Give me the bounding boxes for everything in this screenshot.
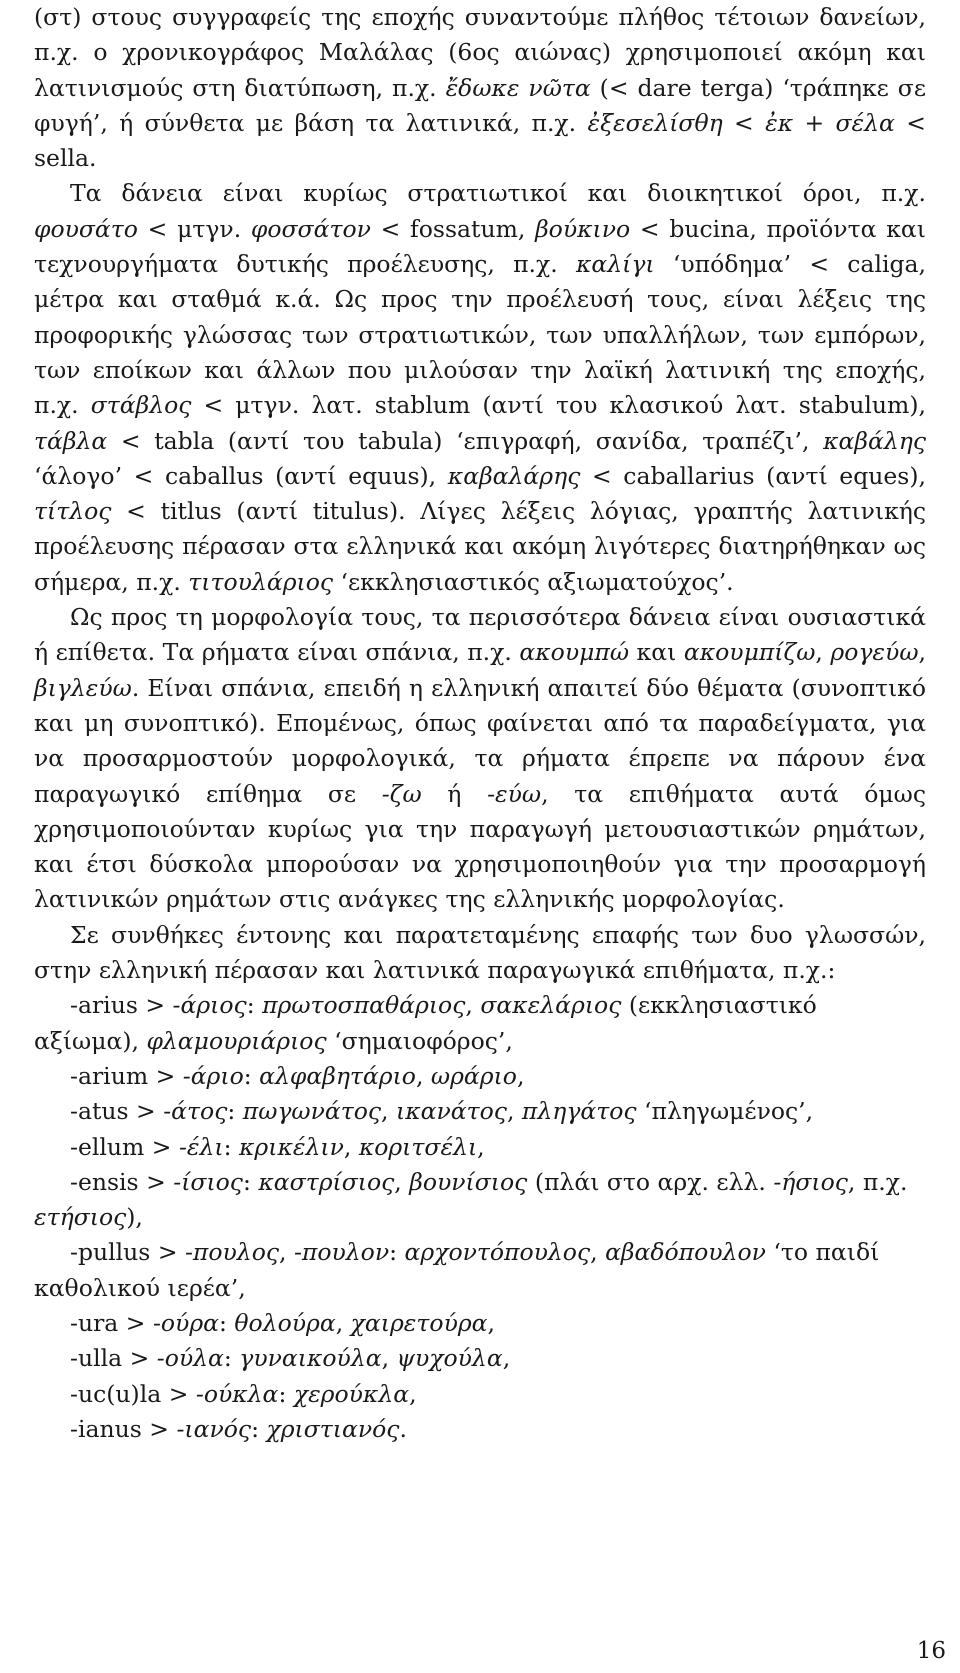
suffix-list-item xyxy=(34,988,926,1059)
italic-term: σέλα xyxy=(835,108,895,137)
suffix-list-item xyxy=(34,1165,926,1236)
italic-term: -ίσιος xyxy=(173,1167,243,1196)
text-run: ‘πληγωμένος’, xyxy=(636,1097,814,1126)
italic-term: πληγάτος xyxy=(521,1097,637,1126)
italic-term: ακουμπώ xyxy=(519,638,629,667)
italic-term: φλαμουριάριος xyxy=(146,1026,327,1055)
italic-term: -ήσιος xyxy=(773,1167,848,1196)
italic-term: -ούκλα xyxy=(195,1379,279,1408)
text-run: , xyxy=(516,1061,525,1090)
italic-term: -ούρα xyxy=(152,1308,220,1337)
italic-term: -άριο xyxy=(182,1061,244,1090)
text-run: , xyxy=(415,1061,431,1090)
italic-term: γυναικούλα xyxy=(239,1344,382,1373)
italic-term: -έλι xyxy=(178,1132,224,1161)
text-run: < fossatum, xyxy=(370,214,536,243)
paragraph xyxy=(34,600,926,918)
page-body xyxy=(34,0,926,1447)
text-run: , xyxy=(465,991,481,1020)
text-run: : xyxy=(223,1344,240,1373)
text-run: : xyxy=(246,991,263,1020)
italic-term: αλφαβητάριο xyxy=(259,1061,416,1090)
text-run: Τα δάνεια είναι κυρίως στρατιωτικοί και διοικητικοί όροι, π.χ. xyxy=(70,179,926,208)
text-run: : xyxy=(223,1132,239,1161)
text-run: -atus > xyxy=(70,1097,164,1126)
suffix-list-item xyxy=(34,1412,926,1447)
italic-term: ακουμπίζω xyxy=(683,638,816,667)
italic-term: φουσάτο xyxy=(34,214,138,243)
suffix-list xyxy=(34,988,926,1447)
text-run: , π.χ. xyxy=(847,1167,908,1196)
text-run: -arius > xyxy=(70,991,173,1020)
text-run: . Είναι σπάνια, επειδή η ελληνική απαιτεί δύο θέματα (συνοπτικό και μη συνοπτικό). Επομένως, όπως φαίνεται από τα παραδείγματα, για να προσαρμοστούν μορφολογικά, τα ρήματα έπρεπε να πάρουν ένα παραγωγικό επίθημα σε xyxy=(34,673,926,808)
paragraph xyxy=(34,0,926,176)
text-run: , xyxy=(335,1308,351,1337)
text-run: -ura > xyxy=(70,1308,153,1337)
italic-term: ψυχούλα xyxy=(396,1344,503,1373)
text-run: : xyxy=(389,1238,405,1267)
suffix-list-item xyxy=(34,1059,926,1094)
text-run: : xyxy=(219,1308,235,1337)
italic-term: φοσσάτον xyxy=(250,214,371,243)
text-run: < μτγν. xyxy=(137,214,251,243)
text-run: : xyxy=(243,1061,260,1090)
text-run: , xyxy=(409,1379,417,1408)
italic-term: ικανάτος xyxy=(395,1097,507,1126)
page-number: 16 xyxy=(916,1638,946,1664)
italic-term: -εύω xyxy=(487,779,542,808)
italic-term: -πουλον xyxy=(293,1238,390,1267)
text-run: , τα επιθήματα αυτά όμως χρησιμοποιούνταν κυρίως για την παραγωγή μετουσιαστικών ρημάτων, και έτσι δύσκολα μπορούσαν να χρησιμοποιηθούν για την προσαρμογή λατινικών ρημάτων στις ανάγκες της ελληνικής μορφολογίας. xyxy=(34,779,926,914)
italic-term: -ζω xyxy=(381,779,422,808)
text-run: , xyxy=(381,1097,396,1126)
text-run: ‘εκκλησιαστικός αξιωματούχος’. xyxy=(333,567,734,596)
text-run: , xyxy=(343,1132,359,1161)
text-run: , xyxy=(279,1238,294,1267)
italic-term: βούκινο xyxy=(535,214,631,243)
text-paragraphs xyxy=(34,0,926,988)
italic-term: καβάλης xyxy=(823,426,926,455)
italic-term: ἐξεσελίσθη xyxy=(587,108,723,137)
italic-term: ρογεύω xyxy=(830,638,919,667)
suffix-list-item xyxy=(34,1130,926,1165)
suffix-list-item xyxy=(34,1377,926,1412)
text-run: , xyxy=(815,638,831,667)
text-run: ‘άλογο’ < caballus (αντί equus), xyxy=(34,461,448,490)
italic-term: σακελάριος xyxy=(480,991,622,1020)
suffix-list-item xyxy=(34,1341,926,1376)
text-run: Σε συνθήκες έντονης και παρατεταμένης επαφής των δυο γλωσσών, στην ελληνική πέρασαν και λατινικά παραγωγικά επιθήματα, π.χ.: xyxy=(34,920,926,985)
text-run: -uc(u)la > xyxy=(70,1379,196,1408)
italic-term: πρωτοσπαθάριος xyxy=(262,991,466,1020)
text-run: ‘υπόδημα’ < caliga, μέτρα και σταθμά κ.ά. Ως προς την προέλευσή τους, είναι λέξεις της προφορικής γλώσσας των στρατιωτικών, των υπαλλήλων, των εμπόρων, των εποίκων και άλλων που μιλούσαν την λαϊκή λατινική της εποχής, π.χ. xyxy=(34,250,926,420)
italic-term: κοριτσέλι xyxy=(358,1132,478,1161)
italic-term: θολούρα xyxy=(234,1308,336,1337)
text-run: -ensis > xyxy=(70,1167,174,1196)
text-run: (πλάι στο αρχ. ελλ. xyxy=(527,1167,774,1196)
text-run: , xyxy=(394,1167,410,1196)
italic-term: χαιρετούρα xyxy=(350,1308,488,1337)
italic-term: -ιανός xyxy=(176,1414,252,1443)
suffix-list-item xyxy=(34,1235,926,1306)
italic-term: βιγλεύω xyxy=(34,673,132,702)
italic-term: καλίγι xyxy=(575,250,655,279)
italic-term: ετήσιος xyxy=(34,1203,127,1232)
text-run: , xyxy=(918,638,926,667)
italic-term: χερούκλα xyxy=(293,1379,410,1408)
text-run: < μτγν. λατ. stablum (αντί του κλασικού λατ. stabulum), xyxy=(191,391,926,420)
text-run: Ως προς τη μορφολογία τους, τα περισσότερα δάνεια είναι ουσιαστικά ή επίθετα. Τα ρήματα είναι σπάνια, π.χ. xyxy=(34,603,926,667)
italic-term: ωράριο xyxy=(430,1061,517,1090)
text-run: , xyxy=(590,1238,606,1267)
italic-term: πωγωνάτος xyxy=(242,1097,382,1126)
text-run: < titlus (αντί titulus). Λίγες λέξεις λόγιας, γραπτής λατινικής προέλευσης πέρασαν στα ελληνικά και ακόμη λιγότερες διατηρήθηκαν ως σήμερα, π.χ. xyxy=(34,497,926,596)
paragraph xyxy=(34,918,926,989)
text-run: , xyxy=(381,1344,397,1373)
text-run: < xyxy=(722,108,766,137)
italic-term: τιτουλάριος xyxy=(188,567,334,596)
italic-term: χριστιανός xyxy=(266,1414,400,1443)
text-run: : xyxy=(242,1167,259,1196)
italic-term: -άριος xyxy=(172,991,247,1020)
text-run: και xyxy=(629,638,684,667)
text-run: , xyxy=(487,1308,496,1337)
text-run: < bucina, προϊόντα και τεχνουργήματα δυτικής προέλευσης, π.χ. xyxy=(34,214,926,279)
italic-term: καστρίσιος xyxy=(258,1167,395,1196)
text-run: -ulla > xyxy=(70,1344,157,1373)
text-run: . xyxy=(399,1414,407,1443)
suffix-list-item xyxy=(34,1094,926,1129)
italic-term: καβαλάρης xyxy=(447,461,581,490)
italic-term: τάβλα xyxy=(34,426,108,455)
italic-term: τίτλος xyxy=(34,497,112,526)
text-run: (στ) στους συγγραφείς της εποχής συναντούμε πλήθος τέτοιων δανείων, π.χ. ο χρονικογράφος Μαλάλας (6ος αιώνας) χρησιμοποιεί ακόμη και λατινισμούς στη διατύπωση, π.χ. xyxy=(34,3,926,102)
italic-term: ἐκ xyxy=(765,108,794,137)
text-run: ), xyxy=(126,1203,143,1232)
text-run: -ianus > xyxy=(70,1414,177,1443)
text-run: ή xyxy=(421,779,488,808)
paragraph xyxy=(34,176,926,600)
italic-term: αρχοντόπουλος xyxy=(404,1238,591,1267)
text-run: (εκκλησιαστικό αξίωμα), xyxy=(34,991,817,1055)
italic-term: -άτος xyxy=(163,1097,228,1126)
text-run: : xyxy=(251,1414,267,1443)
text-run: -ellum > xyxy=(70,1132,179,1161)
text-run: < caballarius (αντί eques), xyxy=(580,461,927,490)
text-run: < sella. xyxy=(34,108,926,173)
text-run: ‘σημαιοφόρος’, xyxy=(326,1026,513,1055)
text-run: , xyxy=(506,1097,522,1126)
suffix-list-item xyxy=(34,1306,926,1341)
text-run: + xyxy=(793,108,836,137)
italic-term: -ούλα xyxy=(156,1344,224,1373)
text-run: ‘το παιδί καθολικού ιερέα’, xyxy=(34,1238,880,1302)
italic-term: κρικέλιν xyxy=(239,1132,344,1161)
italic-term: βουνίσιος xyxy=(409,1167,528,1196)
text-run: , xyxy=(502,1344,511,1373)
text-run: , xyxy=(477,1132,485,1161)
italic-term: στάβλος xyxy=(90,391,192,420)
italic-term: ἔδωκε νῶτα xyxy=(445,73,591,102)
italic-term: αβαδόπουλον xyxy=(605,1238,766,1267)
text-run: (< dare terga) ‘τράπηκε σε φυγή’, ή σύνθετα με βάση τα λατινικά, π.χ. xyxy=(34,73,926,137)
italic-term: -πουλος xyxy=(184,1238,280,1267)
text-run: : xyxy=(227,1097,243,1126)
text-run: < tabla (αντί του tabula) ‘επιγραφή, σανίδα, τραπέζι’, xyxy=(107,426,824,455)
text-run: : xyxy=(278,1379,294,1408)
text-run: -arium > xyxy=(70,1061,183,1090)
text-run: -pullus > xyxy=(70,1238,185,1267)
